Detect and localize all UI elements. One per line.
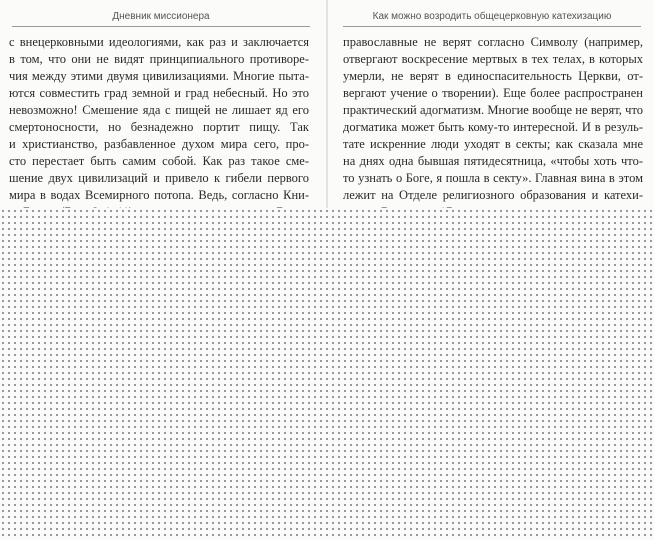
text-line: умерли, не верят в единоспасительность Церкви, от- — [343, 69, 643, 83]
dot-pattern-overlay — [0, 208, 654, 540]
text-line: вергают учение о творении). Еще более распространен — [343, 86, 643, 100]
text-line: догматика может быть кому-то интересной. И в резуль- — [343, 120, 643, 134]
text-line: мира в водах Всемирного потопа. Ведь, согласно Кни- — [9, 188, 309, 202]
text-line: на днях одна бывшая пятидесятница, «чтобы хоть что- — [343, 154, 643, 168]
text-line: то узнать о Боге, я пошла в секту». Главная вина в этом — [343, 171, 643, 185]
text-line: и христианство, разбавленное духом мира сего, про- — [9, 137, 309, 151]
text-line: чия между этими двумя цивилизациями. Многие пыта- — [9, 69, 309, 83]
right-header-rule — [343, 26, 641, 27]
text-line: отвергают воскресение мертвых в тех телах, в которых — [343, 52, 643, 66]
left-running-header: Дневник миссионера — [112, 11, 210, 22]
text-line: ются совместить град земной и град небесный. Но это — [9, 86, 309, 100]
text-line: невозможно! Смешение яда с пищей не лишает яд его — [9, 103, 309, 117]
text-line: тате искренние люди уходят в секты; как сказала мне — [343, 137, 643, 151]
text-line: православные не верят согласно Символу (например, — [343, 35, 643, 49]
text-line: практический адогматизм. Многие вообще не верят, что — [343, 103, 643, 117]
text-line: лежит на Отделе религиозного образования и катехи- — [343, 188, 643, 202]
text-line: шение двух цивилизаций и привело к гибели первого — [9, 171, 309, 185]
text-line: с внецерковными идеологиями, как раз и заключается — [9, 35, 309, 49]
text-line: в том, что они не видят принципиального противоре- — [9, 52, 309, 66]
right-running-header: Как можно возродить общецерковную катехизацию — [372, 11, 612, 22]
text-line: сто перестает быть самим собой. Как раз такое сме- — [9, 154, 309, 168]
left-header-rule — [12, 26, 310, 27]
text-line: смертоносности, но безнадежно портит пищу. Так — [9, 120, 309, 134]
